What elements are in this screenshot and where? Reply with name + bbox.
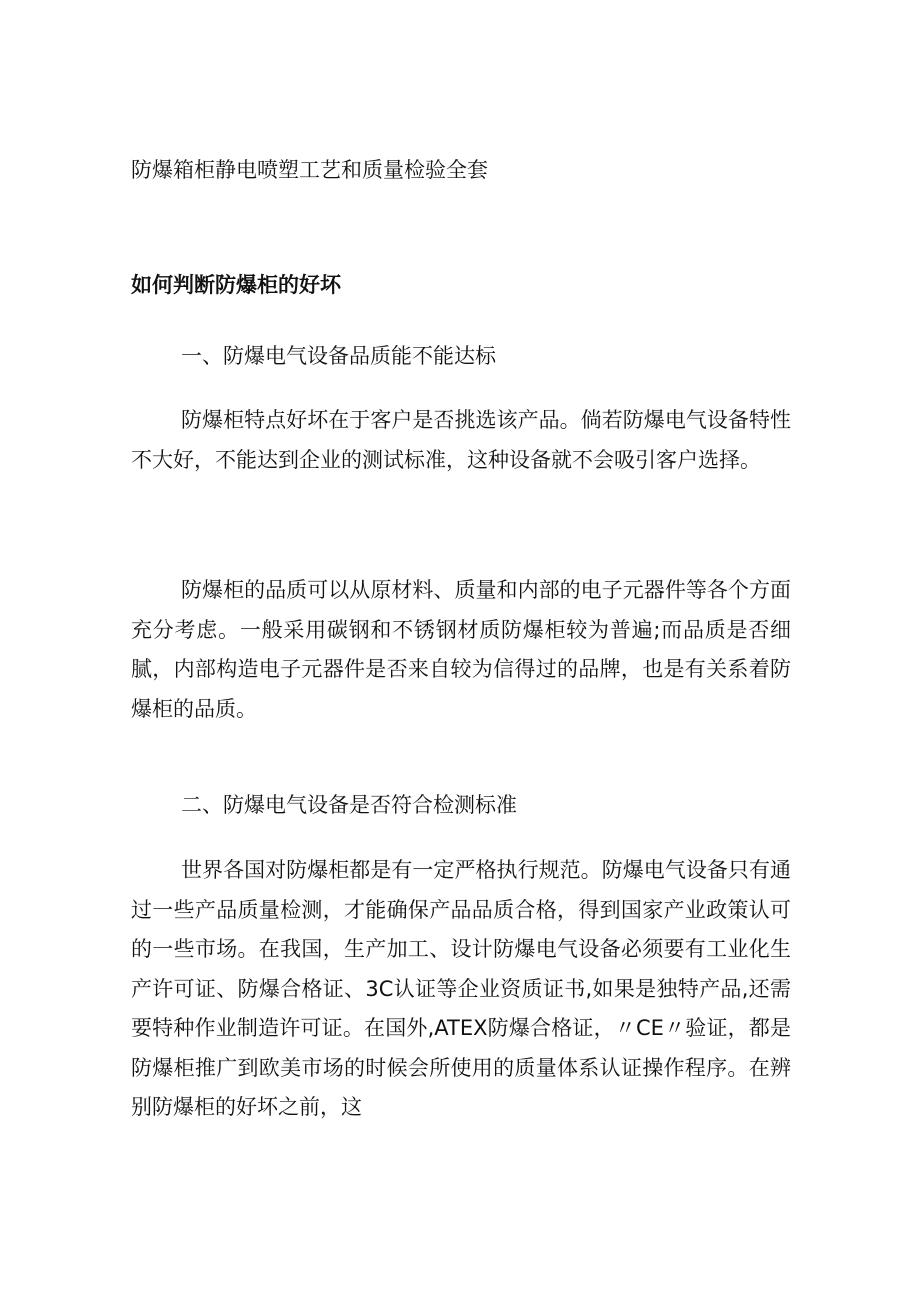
paragraph-materials: 防爆柜的品质可以从原材料、质量和内部的电子元器件等各个方面充分考虑。一般采用碳钢和不锈钢材质防爆柜较为普遍;而品质是否细腻，内部构造电子元器件是否来自较为信得过的品牌，也是有关系着防爆柜的品质。 bbox=[131, 578, 791, 721]
document-title: 防爆箱柜静电喷塑工艺和质量检验全套 bbox=[131, 158, 488, 182]
subheading-standards: 二、防爆电气设备是否符合检测标准 bbox=[181, 793, 517, 817]
paragraph-certification: 世界各国对防爆柜都是有一定严格执行规范。防爆电气设备只有通过一些产品质量检测，才能确保产品品质合格，得到国家产业政策认可的一些市场。在我国，生产加工、设计防爆电气设备必须要有工业化生产许可证、防爆合格证、3C认证等企业资质证书,如果是独特产品,还需要特种作业制造许可证。在国外,ATEX防爆合格证，〃CE〃验证，都是防爆柜推广到欧美市场的时候会所使用的质量体系认证操作程序。在辨别防爆柜的好坏之前，这 bbox=[131, 858, 791, 1119]
subheading-quality: 一、防爆电气设备品质能不能达标 bbox=[181, 344, 496, 368]
paragraph-customer-choice: 防爆柜特点好坏在于客户是否挑选该产品。倘若防爆电气设备特性不大好，不能达到企业的测试标准，这种设备就不会吸引客户选择。 bbox=[131, 408, 791, 472]
section-heading: 如何判断防爆柜的好坏 bbox=[131, 273, 341, 297]
